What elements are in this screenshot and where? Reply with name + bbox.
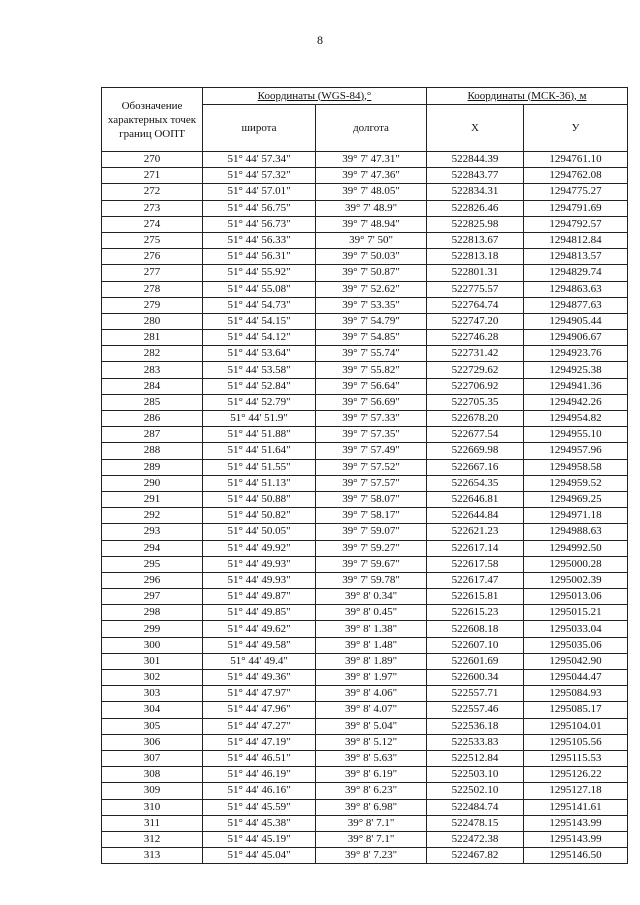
latitude-cell: 51° 44' 54.12" bbox=[203, 330, 316, 346]
designation-header: Обозначение характерных точек границ ООПТ bbox=[102, 88, 203, 152]
wgs-group-label: Координаты (WGS-84),° bbox=[257, 89, 372, 102]
point-number-cell: 307 bbox=[102, 750, 203, 766]
table-row bbox=[102, 653, 628, 669]
point-number-cell: 290 bbox=[102, 475, 203, 491]
point-number-cell: 285 bbox=[102, 394, 203, 410]
y-coordinate-cell: 1294813.57 bbox=[524, 249, 628, 265]
point-number-cell: 289 bbox=[102, 459, 203, 475]
x-coordinate-cell: 522801.31 bbox=[427, 265, 524, 281]
x-coordinate-cell: 522478.15 bbox=[427, 815, 524, 831]
latitude-cell: 51° 44' 55.08" bbox=[203, 281, 316, 297]
table-row bbox=[102, 394, 628, 410]
point-number-cell: 299 bbox=[102, 621, 203, 637]
x-coordinate-cell: 522843.77 bbox=[427, 168, 524, 184]
y-coordinate-cell: 1295013.06 bbox=[524, 589, 628, 605]
latitude-cell: 51° 44' 46.19" bbox=[203, 767, 316, 783]
point-number-cell: 271 bbox=[102, 168, 203, 184]
longitude-cell: 39° 7' 57.57" bbox=[316, 475, 427, 491]
point-number-cell: 287 bbox=[102, 427, 203, 443]
table-row bbox=[102, 556, 628, 572]
latitude-cell: 51° 44' 57.34" bbox=[203, 152, 316, 168]
longitude-cell: 39° 7' 48.9" bbox=[316, 200, 427, 216]
point-number-cell: 275 bbox=[102, 232, 203, 248]
latitude-cell: 51° 44' 49.87" bbox=[203, 589, 316, 605]
x-coordinate-cell: 522617.47 bbox=[427, 572, 524, 588]
longitude-cell: 39° 8' 5.12" bbox=[316, 734, 427, 750]
latitude-cell: 51° 44' 54.73" bbox=[203, 297, 316, 313]
longitude-cell: 39° 8' 6.19" bbox=[316, 767, 427, 783]
x-coordinate-cell: 522813.67 bbox=[427, 232, 524, 248]
point-number-cell: 300 bbox=[102, 637, 203, 653]
longitude-cell: 39° 7' 47.31" bbox=[316, 152, 427, 168]
point-number-cell: 295 bbox=[102, 556, 203, 572]
table-row bbox=[102, 815, 628, 831]
latitude-cell: 51° 44' 50.82" bbox=[203, 508, 316, 524]
x-coordinate-cell: 522512.84 bbox=[427, 750, 524, 766]
longitude-cell: 39° 7' 57.52" bbox=[316, 459, 427, 475]
point-number-cell: 282 bbox=[102, 346, 203, 362]
y-coordinate-cell: 1295141.61 bbox=[524, 799, 628, 815]
x-coordinate-cell: 522484.74 bbox=[427, 799, 524, 815]
y-coordinate-cell: 1294775.27 bbox=[524, 184, 628, 200]
x-coordinate-cell: 522617.14 bbox=[427, 540, 524, 556]
latitude-cell: 51° 44' 51.88" bbox=[203, 427, 316, 443]
x-coordinate-cell: 522557.71 bbox=[427, 686, 524, 702]
longitude-cell: 39° 7' 47.36" bbox=[316, 168, 427, 184]
latitude-cell: 51° 44' 45.04" bbox=[203, 848, 316, 864]
longitude-cell: 39° 7' 57.49" bbox=[316, 443, 427, 459]
x-coordinate-cell: 522826.46 bbox=[427, 200, 524, 216]
x-coordinate-cell: 522705.35 bbox=[427, 394, 524, 410]
point-number-cell: 277 bbox=[102, 265, 203, 281]
table-row bbox=[102, 540, 628, 556]
table-row bbox=[102, 605, 628, 621]
point-number-cell: 306 bbox=[102, 734, 203, 750]
table-row bbox=[102, 508, 628, 524]
table-row bbox=[102, 200, 628, 216]
y-coordinate-cell: 1294877.63 bbox=[524, 297, 628, 313]
latitude-cell: 51° 44' 49.62" bbox=[203, 621, 316, 637]
table-row bbox=[102, 427, 628, 443]
latitude-cell: 51° 44' 55.92" bbox=[203, 265, 316, 281]
y-coordinate-cell: 1295002.39 bbox=[524, 572, 628, 588]
longitude-cell: 39° 7' 50" bbox=[316, 232, 427, 248]
table-row bbox=[102, 475, 628, 491]
latitude-cell: 51° 44' 46.16" bbox=[203, 783, 316, 799]
y-coordinate-cell: 1294792.57 bbox=[524, 216, 628, 232]
y-coordinate-cell: 1294812.84 bbox=[524, 232, 628, 248]
y-coordinate-cell: 1294958.58 bbox=[524, 459, 628, 475]
longitude-cell: 39° 8' 0.34" bbox=[316, 589, 427, 605]
x-coordinate-cell: 522729.62 bbox=[427, 362, 524, 378]
y-coordinate-cell: 1294942.26 bbox=[524, 394, 628, 410]
table-row bbox=[102, 152, 628, 168]
latitude-cell: 51° 44' 47.97" bbox=[203, 686, 316, 702]
point-number-cell: 297 bbox=[102, 589, 203, 605]
longitude-cell: 39° 8' 4.06" bbox=[316, 686, 427, 702]
x-coordinate-cell: 522646.81 bbox=[427, 491, 524, 507]
table-row bbox=[102, 297, 628, 313]
longitude-header: долгота bbox=[316, 105, 427, 152]
x-coordinate-cell: 522536.18 bbox=[427, 718, 524, 734]
latitude-cell: 51° 44' 57.32" bbox=[203, 168, 316, 184]
point-number-cell: 292 bbox=[102, 508, 203, 524]
point-number-cell: 279 bbox=[102, 297, 203, 313]
y-coordinate-cell: 1294863.63 bbox=[524, 281, 628, 297]
table-row bbox=[102, 750, 628, 766]
table-row bbox=[102, 734, 628, 750]
latitude-cell: 51° 44' 52.79" bbox=[203, 394, 316, 410]
longitude-cell: 39° 7' 55.74" bbox=[316, 346, 427, 362]
x-coordinate-cell: 522467.82 bbox=[427, 848, 524, 864]
coordinates-table bbox=[101, 87, 628, 864]
x-coordinate-cell: 522600.34 bbox=[427, 670, 524, 686]
y-coordinate-cell: 1295035.06 bbox=[524, 637, 628, 653]
table-row bbox=[102, 799, 628, 815]
y-coordinate-cell: 1294954.82 bbox=[524, 411, 628, 427]
latitude-cell: 51° 44' 49.58" bbox=[203, 637, 316, 653]
table-row bbox=[102, 378, 628, 394]
x-coordinate-cell: 522621.23 bbox=[427, 524, 524, 540]
longitude-cell: 39° 7' 58.07" bbox=[316, 491, 427, 507]
table-row bbox=[102, 767, 628, 783]
latitude-cell: 51° 44' 51.64" bbox=[203, 443, 316, 459]
point-number-cell: 311 bbox=[102, 815, 203, 831]
table-row bbox=[102, 232, 628, 248]
table-row bbox=[102, 184, 628, 200]
longitude-cell: 39° 7' 57.33" bbox=[316, 411, 427, 427]
y-coordinate-cell: 1294957.96 bbox=[524, 443, 628, 459]
latitude-cell: 51° 44' 51.13" bbox=[203, 475, 316, 491]
y-coordinate-cell: 1294791.69 bbox=[524, 200, 628, 216]
longitude-cell: 39° 7' 56.69" bbox=[316, 394, 427, 410]
longitude-cell: 39° 8' 0.45" bbox=[316, 605, 427, 621]
point-number-cell: 276 bbox=[102, 249, 203, 265]
longitude-cell: 39° 7' 55.82" bbox=[316, 362, 427, 378]
table-row bbox=[102, 670, 628, 686]
latitude-cell: 51° 44' 57.01" bbox=[203, 184, 316, 200]
x-coordinate-cell: 522601.69 bbox=[427, 653, 524, 669]
x-coordinate-cell: 522608.18 bbox=[427, 621, 524, 637]
point-number-cell: 270 bbox=[102, 152, 203, 168]
longitude-cell: 39° 7' 59.27" bbox=[316, 540, 427, 556]
point-number-cell: 278 bbox=[102, 281, 203, 297]
latitude-cell: 51° 44' 53.64" bbox=[203, 346, 316, 362]
point-number-cell: 291 bbox=[102, 491, 203, 507]
latitude-cell: 51° 44' 47.19" bbox=[203, 734, 316, 750]
x-coordinate-cell: 522669.98 bbox=[427, 443, 524, 459]
longitude-cell: 39° 7' 50.87" bbox=[316, 265, 427, 281]
point-number-cell: 302 bbox=[102, 670, 203, 686]
y-header: У bbox=[524, 105, 628, 152]
y-coordinate-cell: 1295104.01 bbox=[524, 718, 628, 734]
y-coordinate-cell: 1294959.52 bbox=[524, 475, 628, 491]
y-coordinate-cell: 1295105.56 bbox=[524, 734, 628, 750]
y-coordinate-cell: 1295126.22 bbox=[524, 767, 628, 783]
point-number-cell: 281 bbox=[102, 330, 203, 346]
x-coordinate-cell: 522834.31 bbox=[427, 184, 524, 200]
x-coordinate-cell: 522654.35 bbox=[427, 475, 524, 491]
x-coordinate-cell: 522678.20 bbox=[427, 411, 524, 427]
table-row bbox=[102, 831, 628, 847]
y-coordinate-cell: 1295085.17 bbox=[524, 702, 628, 718]
table-row bbox=[102, 168, 628, 184]
point-number-cell: 284 bbox=[102, 378, 203, 394]
y-coordinate-cell: 1295143.99 bbox=[524, 815, 628, 831]
point-number-cell: 312 bbox=[102, 831, 203, 847]
table-row bbox=[102, 848, 628, 864]
x-coordinate-cell: 522615.81 bbox=[427, 589, 524, 605]
table-body bbox=[102, 152, 628, 864]
x-coordinate-cell: 522813.18 bbox=[427, 249, 524, 265]
y-coordinate-cell: 1294829.74 bbox=[524, 265, 628, 281]
point-number-cell: 288 bbox=[102, 443, 203, 459]
y-coordinate-cell: 1294923.76 bbox=[524, 346, 628, 362]
latitude-cell: 51° 44' 56.33" bbox=[203, 232, 316, 248]
latitude-cell: 51° 44' 50.88" bbox=[203, 491, 316, 507]
y-coordinate-cell: 1294988.63 bbox=[524, 524, 628, 540]
longitude-cell: 39° 7' 59.67" bbox=[316, 556, 427, 572]
longitude-cell: 39° 7' 54.79" bbox=[316, 313, 427, 329]
longitude-cell: 39° 7' 59.78" bbox=[316, 572, 427, 588]
longitude-cell: 39° 8' 5.63" bbox=[316, 750, 427, 766]
longitude-cell: 39° 8' 4.07" bbox=[316, 702, 427, 718]
point-number-cell: 298 bbox=[102, 605, 203, 621]
x-coordinate-cell: 522615.23 bbox=[427, 605, 524, 621]
latitude-cell: 51° 44' 51.9" bbox=[203, 411, 316, 427]
point-number-cell: 313 bbox=[102, 848, 203, 864]
point-number-cell: 274 bbox=[102, 216, 203, 232]
longitude-cell: 39° 8' 1.38" bbox=[316, 621, 427, 637]
longitude-cell: 39° 8' 7.1" bbox=[316, 815, 427, 831]
x-coordinate-cell: 522764.74 bbox=[427, 297, 524, 313]
latitude-cell: 51° 44' 45.59" bbox=[203, 799, 316, 815]
y-coordinate-cell: 1294762.08 bbox=[524, 168, 628, 184]
y-coordinate-cell: 1294969.25 bbox=[524, 491, 628, 507]
latitude-cell: 51° 44' 49.93" bbox=[203, 572, 316, 588]
latitude-cell: 51° 44' 49.93" bbox=[203, 556, 316, 572]
longitude-cell: 39° 7' 50.03" bbox=[316, 249, 427, 265]
y-coordinate-cell: 1295042.90 bbox=[524, 653, 628, 669]
latitude-cell: 51° 44' 45.38" bbox=[203, 815, 316, 831]
point-number-cell: 310 bbox=[102, 799, 203, 815]
point-number-cell: 280 bbox=[102, 313, 203, 329]
x-coordinate-cell: 522844.39 bbox=[427, 152, 524, 168]
x-coordinate-cell: 522617.58 bbox=[427, 556, 524, 572]
table-row bbox=[102, 313, 628, 329]
latitude-cell: 51° 44' 51.55" bbox=[203, 459, 316, 475]
table-row bbox=[102, 621, 628, 637]
y-coordinate-cell: 1295000.28 bbox=[524, 556, 628, 572]
y-coordinate-cell: 1294905.44 bbox=[524, 313, 628, 329]
y-coordinate-cell: 1294906.67 bbox=[524, 330, 628, 346]
table-row bbox=[102, 589, 628, 605]
x-coordinate-cell: 522644.84 bbox=[427, 508, 524, 524]
y-coordinate-cell: 1294761.10 bbox=[524, 152, 628, 168]
table-row bbox=[102, 718, 628, 734]
table-row bbox=[102, 362, 628, 378]
x-coordinate-cell: 522775.57 bbox=[427, 281, 524, 297]
longitude-cell: 39° 7' 56.64" bbox=[316, 378, 427, 394]
latitude-cell: 51° 44' 49.85" bbox=[203, 605, 316, 621]
table-row bbox=[102, 249, 628, 265]
x-coordinate-cell: 522825.98 bbox=[427, 216, 524, 232]
y-coordinate-cell: 1295146.50 bbox=[524, 848, 628, 864]
table-row bbox=[102, 443, 628, 459]
y-coordinate-cell: 1295143.99 bbox=[524, 831, 628, 847]
x-coordinate-cell: 522731.42 bbox=[427, 346, 524, 362]
y-coordinate-cell: 1294941.36 bbox=[524, 378, 628, 394]
point-number-cell: 283 bbox=[102, 362, 203, 378]
longitude-cell: 39° 7' 54.85" bbox=[316, 330, 427, 346]
longitude-cell: 39° 7' 52.62" bbox=[316, 281, 427, 297]
x-coordinate-cell: 522746.28 bbox=[427, 330, 524, 346]
x-coordinate-cell: 522747.20 bbox=[427, 313, 524, 329]
table-row bbox=[102, 265, 628, 281]
longitude-cell: 39° 8' 7.1" bbox=[316, 831, 427, 847]
latitude-cell: 51° 44' 47.96" bbox=[203, 702, 316, 718]
longitude-cell: 39° 7' 57.35" bbox=[316, 427, 427, 443]
table-row bbox=[102, 686, 628, 702]
longitude-cell: 39° 7' 48.94" bbox=[316, 216, 427, 232]
y-coordinate-cell: 1295015.21 bbox=[524, 605, 628, 621]
latitude-cell: 51° 44' 53.58" bbox=[203, 362, 316, 378]
table-row bbox=[102, 572, 628, 588]
point-number-cell: 294 bbox=[102, 540, 203, 556]
latitude-cell: 51° 44' 46.51" bbox=[203, 750, 316, 766]
x-coordinate-cell: 522677.54 bbox=[427, 427, 524, 443]
point-number-cell: 273 bbox=[102, 200, 203, 216]
x-coordinate-cell: 522557.46 bbox=[427, 702, 524, 718]
table-row bbox=[102, 281, 628, 297]
longitude-cell: 39° 8' 6.98" bbox=[316, 799, 427, 815]
wgs-group-header bbox=[203, 88, 427, 105]
x-coordinate-cell: 522533.83 bbox=[427, 734, 524, 750]
table-row bbox=[102, 346, 628, 362]
point-number-cell: 309 bbox=[102, 783, 203, 799]
x-header: Х bbox=[427, 105, 524, 152]
y-coordinate-cell: 1295115.53 bbox=[524, 750, 628, 766]
point-number-cell: 286 bbox=[102, 411, 203, 427]
x-coordinate-cell: 522706.92 bbox=[427, 378, 524, 394]
latitude-cell: 51° 44' 56.31" bbox=[203, 249, 316, 265]
x-coordinate-cell: 522503.10 bbox=[427, 767, 524, 783]
longitude-cell: 39° 8' 5.04" bbox=[316, 718, 427, 734]
latitude-cell: 51° 44' 56.73" bbox=[203, 216, 316, 232]
point-number-cell: 293 bbox=[102, 524, 203, 540]
y-coordinate-cell: 1295127.18 bbox=[524, 783, 628, 799]
table-row bbox=[102, 637, 628, 653]
table-row bbox=[102, 459, 628, 475]
y-coordinate-cell: 1295084.93 bbox=[524, 686, 628, 702]
latitude-cell: 51° 44' 49.4" bbox=[203, 653, 316, 669]
latitude-cell: 51° 44' 49.36" bbox=[203, 670, 316, 686]
y-coordinate-cell: 1294955.10 bbox=[524, 427, 628, 443]
longitude-cell: 39° 8' 1.97" bbox=[316, 670, 427, 686]
longitude-cell: 39° 8' 7.23" bbox=[316, 848, 427, 864]
y-coordinate-cell: 1295033.04 bbox=[524, 621, 628, 637]
x-coordinate-cell: 522667.16 bbox=[427, 459, 524, 475]
table-row bbox=[102, 216, 628, 232]
table-row bbox=[102, 411, 628, 427]
longitude-cell: 39° 8' 1.48" bbox=[316, 637, 427, 653]
longitude-cell: 39° 7' 58.17" bbox=[316, 508, 427, 524]
latitude-cell: 51° 44' 47.27" bbox=[203, 718, 316, 734]
point-number-cell: 303 bbox=[102, 686, 203, 702]
longitude-cell: 39° 8' 1.89" bbox=[316, 653, 427, 669]
msk-group-label: Координаты (МСК-36), м bbox=[467, 89, 587, 102]
table-row bbox=[102, 491, 628, 507]
y-coordinate-cell: 1295044.47 bbox=[524, 670, 628, 686]
point-number-cell: 305 bbox=[102, 718, 203, 734]
table-header bbox=[102, 88, 628, 152]
point-number-cell: 296 bbox=[102, 572, 203, 588]
latitude-cell: 51° 44' 45.19" bbox=[203, 831, 316, 847]
table-row bbox=[102, 524, 628, 540]
latitude-cell: 51° 44' 49.92" bbox=[203, 540, 316, 556]
msk-group-header bbox=[427, 88, 628, 105]
latitude-header: широта bbox=[203, 105, 316, 152]
longitude-cell: 39° 7' 53.35" bbox=[316, 297, 427, 313]
x-coordinate-cell: 522472.38 bbox=[427, 831, 524, 847]
point-number-cell: 304 bbox=[102, 702, 203, 718]
y-coordinate-cell: 1294992.50 bbox=[524, 540, 628, 556]
longitude-cell: 39° 7' 59.07" bbox=[316, 524, 427, 540]
x-coordinate-cell: 522607.10 bbox=[427, 637, 524, 653]
table-row bbox=[102, 330, 628, 346]
y-coordinate-cell: 1294925.38 bbox=[524, 362, 628, 378]
latitude-cell: 51° 44' 50.05" bbox=[203, 524, 316, 540]
table-row bbox=[102, 783, 628, 799]
page-number: 8 bbox=[317, 33, 323, 47]
table-row bbox=[102, 702, 628, 718]
longitude-cell: 39° 7' 48.05" bbox=[316, 184, 427, 200]
point-number-cell: 272 bbox=[102, 184, 203, 200]
point-number-cell: 301 bbox=[102, 653, 203, 669]
point-number-cell: 308 bbox=[102, 767, 203, 783]
latitude-cell: 51° 44' 56.75" bbox=[203, 200, 316, 216]
x-coordinate-cell: 522502.10 bbox=[427, 783, 524, 799]
longitude-cell: 39° 8' 6.23" bbox=[316, 783, 427, 799]
latitude-cell: 51° 44' 52.84" bbox=[203, 378, 316, 394]
latitude-cell: 51° 44' 54.15" bbox=[203, 313, 316, 329]
y-coordinate-cell: 1294971.18 bbox=[524, 508, 628, 524]
